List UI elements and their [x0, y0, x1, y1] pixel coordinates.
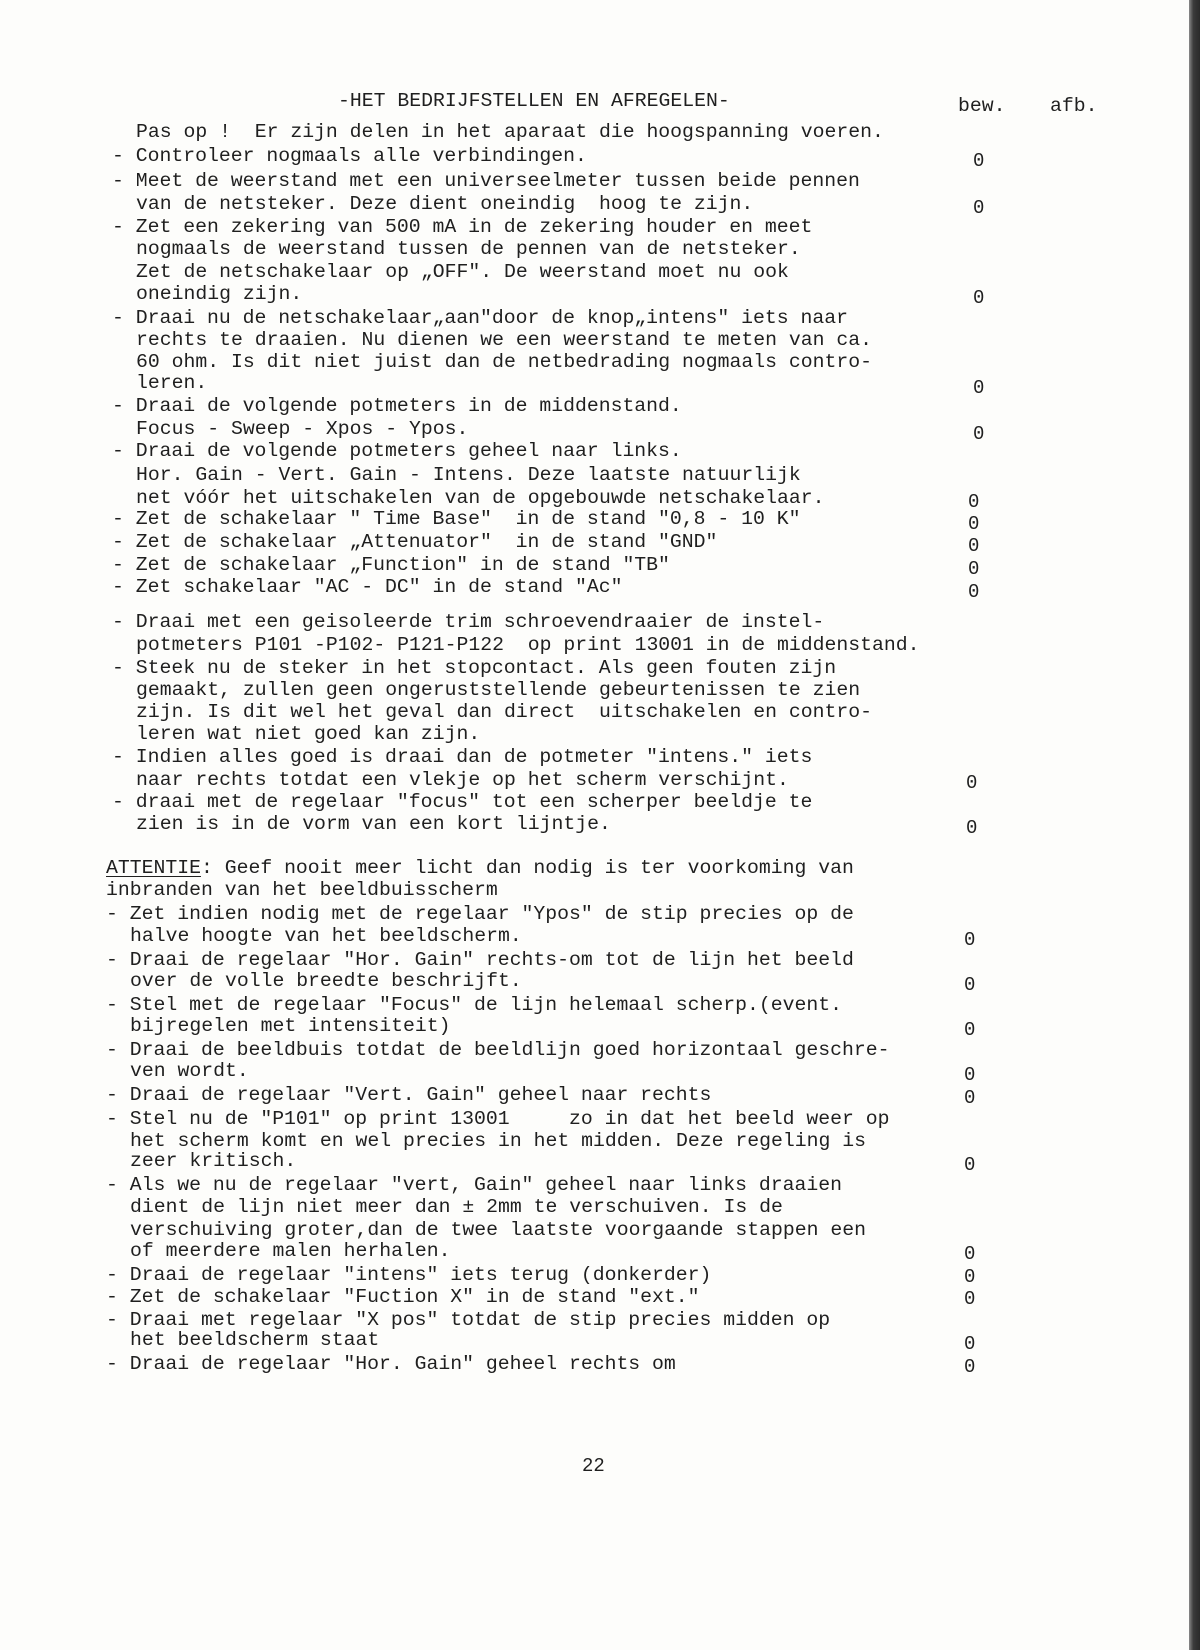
text-line: - draai met de regelaar "focus" tot een scherper beeldje te: [112, 791, 813, 813]
text-line: - Draai met regelaar "X pos" totdat de stip precies midden op: [106, 1309, 831, 1331]
text-line: - Zet de schakelaar "Fuction X" in de stand "ext.": [106, 1286, 700, 1308]
text-line: zien is in de vorm van een kort lijntje.: [136, 813, 611, 835]
warning-line: Pas op ! Er zijn delen in het aparaat die hoogspanning voeren.: [136, 121, 884, 143]
text-line: potmeters P101 -P102- P121-P122 op print 13001 in de middenstand.: [136, 634, 920, 656]
text-line: - Steek nu de steker in het stopcontact. Als geen fouten zijn: [112, 657, 837, 679]
text-line: - Zet de schakelaar „Attenuator" in de stand "GND": [112, 531, 718, 553]
text-line: - Stel nu de "P101" op print 13001 zo in dat het beeld weer op: [106, 1108, 890, 1130]
bew-check-mark: 0: [968, 581, 980, 603]
text-line: oneindig zijn.: [136, 283, 303, 305]
bew-check-mark: 0: [964, 1266, 976, 1288]
text-line: - Zet de schakelaar " Time Base" in de stand "0,8 - 10 K": [112, 508, 801, 530]
text-line: - Zet indien nodig met de regelaar "Ypos" de stip precies op de: [106, 903, 854, 925]
text-line: leren.: [136, 372, 208, 394]
text-line: over de volle breedte beschrijft.: [130, 970, 522, 992]
bew-check-mark: 0: [968, 491, 980, 513]
text-line: rechts te draaien. Nu dienen we een weerstand te meten van ca.: [136, 329, 872, 351]
text-line: net vóór het uitschakelen van de opgebouwde netschakelaar.: [136, 487, 825, 509]
text-line: van de netsteker. Deze dient oneindig hoog te zijn.: [136, 193, 754, 215]
bew-check-mark: 0: [964, 1019, 976, 1041]
text-line: verschuiving groter,dan de twee laatste voorgaande stappen een: [130, 1219, 866, 1241]
bew-check-mark: 0: [964, 1288, 976, 1310]
text-line: dient de lijn niet meer dan ± 2mm te verschuiven. Is de: [130, 1196, 783, 1218]
text-line: - Zet een zekering van 500 mA in de zekering houder en meet: [112, 216, 813, 238]
text-line: - Zet schakelaar "AC - DC" in de stand "Ac": [112, 576, 623, 598]
text-line: - Draai de regelaar "Hor. Gain" geheel rechts om: [106, 1353, 676, 1375]
text-line: naar rechts totdat een vlekje op het scherm verschijnt.: [136, 769, 789, 791]
page-title: -HET BEDRIJFSTELLEN EN AFREGELEN-: [338, 90, 730, 112]
bew-check-mark: 0: [973, 150, 985, 172]
attentie-text: : Geef nooit meer licht dan nodig is ter voorkoming van: [200, 857, 854, 879]
text-line: zijn. Is dit wel het geval dan direct uitschakelen en contro-: [136, 701, 872, 723]
text-line: - Draai de beeldbuis totdat de beeldlijn goed horizontaal geschre-: [106, 1039, 890, 1061]
bew-check-mark: 0: [968, 513, 980, 535]
bew-check-mark: 0: [968, 558, 980, 580]
text-line: - Draai de regelaar "Hor. Gain" rechts-om tot de lijn het beeld: [106, 949, 854, 971]
text-line: inbranden van het beeldbuisscherm: [106, 879, 498, 901]
attentie-line: [106, 857, 854, 879]
text-line: het scherm komt en wel precies in het midden. Deze regeling is: [130, 1130, 866, 1152]
bew-check-mark: 0: [966, 817, 978, 839]
text-line: Zet de netschakelaar op „OFF". De weerstand moet nu ook: [136, 261, 789, 283]
text-line: gemaakt, zullen geen ongeruststellende gebeurtenissen te zien: [136, 679, 861, 701]
text-line: - Stel met de regelaar "Focus" de lijn helemaal scherp.(event.: [106, 994, 842, 1016]
attentie-label: ATTENTIE: [106, 857, 201, 879]
text-line: halve hoogte van het beeldscherm.: [130, 925, 522, 947]
text-line: - Controleer nogmaals alle verbindingen.: [112, 145, 587, 167]
bew-check-mark: 0: [973, 197, 985, 219]
text-line: - Draai de volgende potmeters in de middenstand.: [112, 395, 682, 417]
bew-check-mark: 0: [968, 535, 980, 557]
bew-check-mark: 0: [973, 423, 985, 445]
text-line: ven wordt.: [130, 1060, 249, 1082]
text-line: - Draai met een geisoleerde trim schroevendraaier de instel-: [112, 611, 825, 633]
text-line: - Indien alles goed is draai dan de potmeter "intens." iets: [112, 746, 813, 768]
bew-check-mark: 0: [964, 929, 976, 951]
text-line: - Als we nu de regelaar "vert, Gain" geheel naar links draaien: [106, 1174, 842, 1196]
text-line: - Meet de weerstand met een universeelmeter tussen beide pennen: [112, 170, 860, 192]
bew-check-mark: 0: [964, 1154, 976, 1176]
bew-check-mark: 0: [964, 1243, 976, 1265]
bew-check-mark: 0: [973, 377, 985, 399]
bew-check-mark: 0: [964, 1356, 976, 1378]
text-line: Focus - Sweep - Xpos - Ypos.: [136, 418, 469, 440]
text-line: zeer kritisch.: [130, 1150, 297, 1172]
text-line: nogmaals de weerstand tussen de pennen van de netsteker.: [136, 238, 801, 260]
text-line: bijregelen met intensiteit): [130, 1015, 451, 1037]
text-line: het beeldscherm staat: [130, 1329, 380, 1351]
text-line: - Draai nu de netschakelaar„aan"door de knop„intens" iets naar: [112, 307, 848, 329]
bew-check-mark: 0: [966, 772, 978, 794]
text-line: 60 ohm. Is dit niet juist dan de netbedrading nogmaals contro-: [136, 351, 872, 373]
text-line: - Draai de regelaar "intens" iets terug (donkerder): [106, 1264, 712, 1286]
text-line: of meerdere malen herhalen.: [130, 1240, 451, 1262]
page-number: 22: [582, 1455, 605, 1477]
column-header-bew: bew.: [958, 95, 1006, 117]
text-line: - Draai de regelaar "Vert. Gain" geheel naar rechts: [106, 1084, 712, 1106]
scan-edge: [1189, 0, 1200, 1650]
text-line: Hor. Gain - Vert. Gain - Intens. Deze laatste natuurlijk: [136, 464, 801, 486]
bew-check-mark: 0: [973, 287, 985, 309]
column-header-afb: afb.: [1050, 95, 1098, 117]
text-line: - Zet de schakelaar „Function" in de stand "TB": [112, 554, 670, 576]
bew-check-mark: 0: [964, 1087, 976, 1109]
bew-check-mark: 0: [964, 1333, 976, 1355]
text-line: leren wat niet goed kan zijn.: [136, 723, 481, 745]
bew-check-mark: 0: [964, 974, 976, 996]
text-line: - Draai de volgende potmeters geheel naar links.: [112, 440, 682, 462]
bew-check-mark: 0: [964, 1064, 976, 1086]
